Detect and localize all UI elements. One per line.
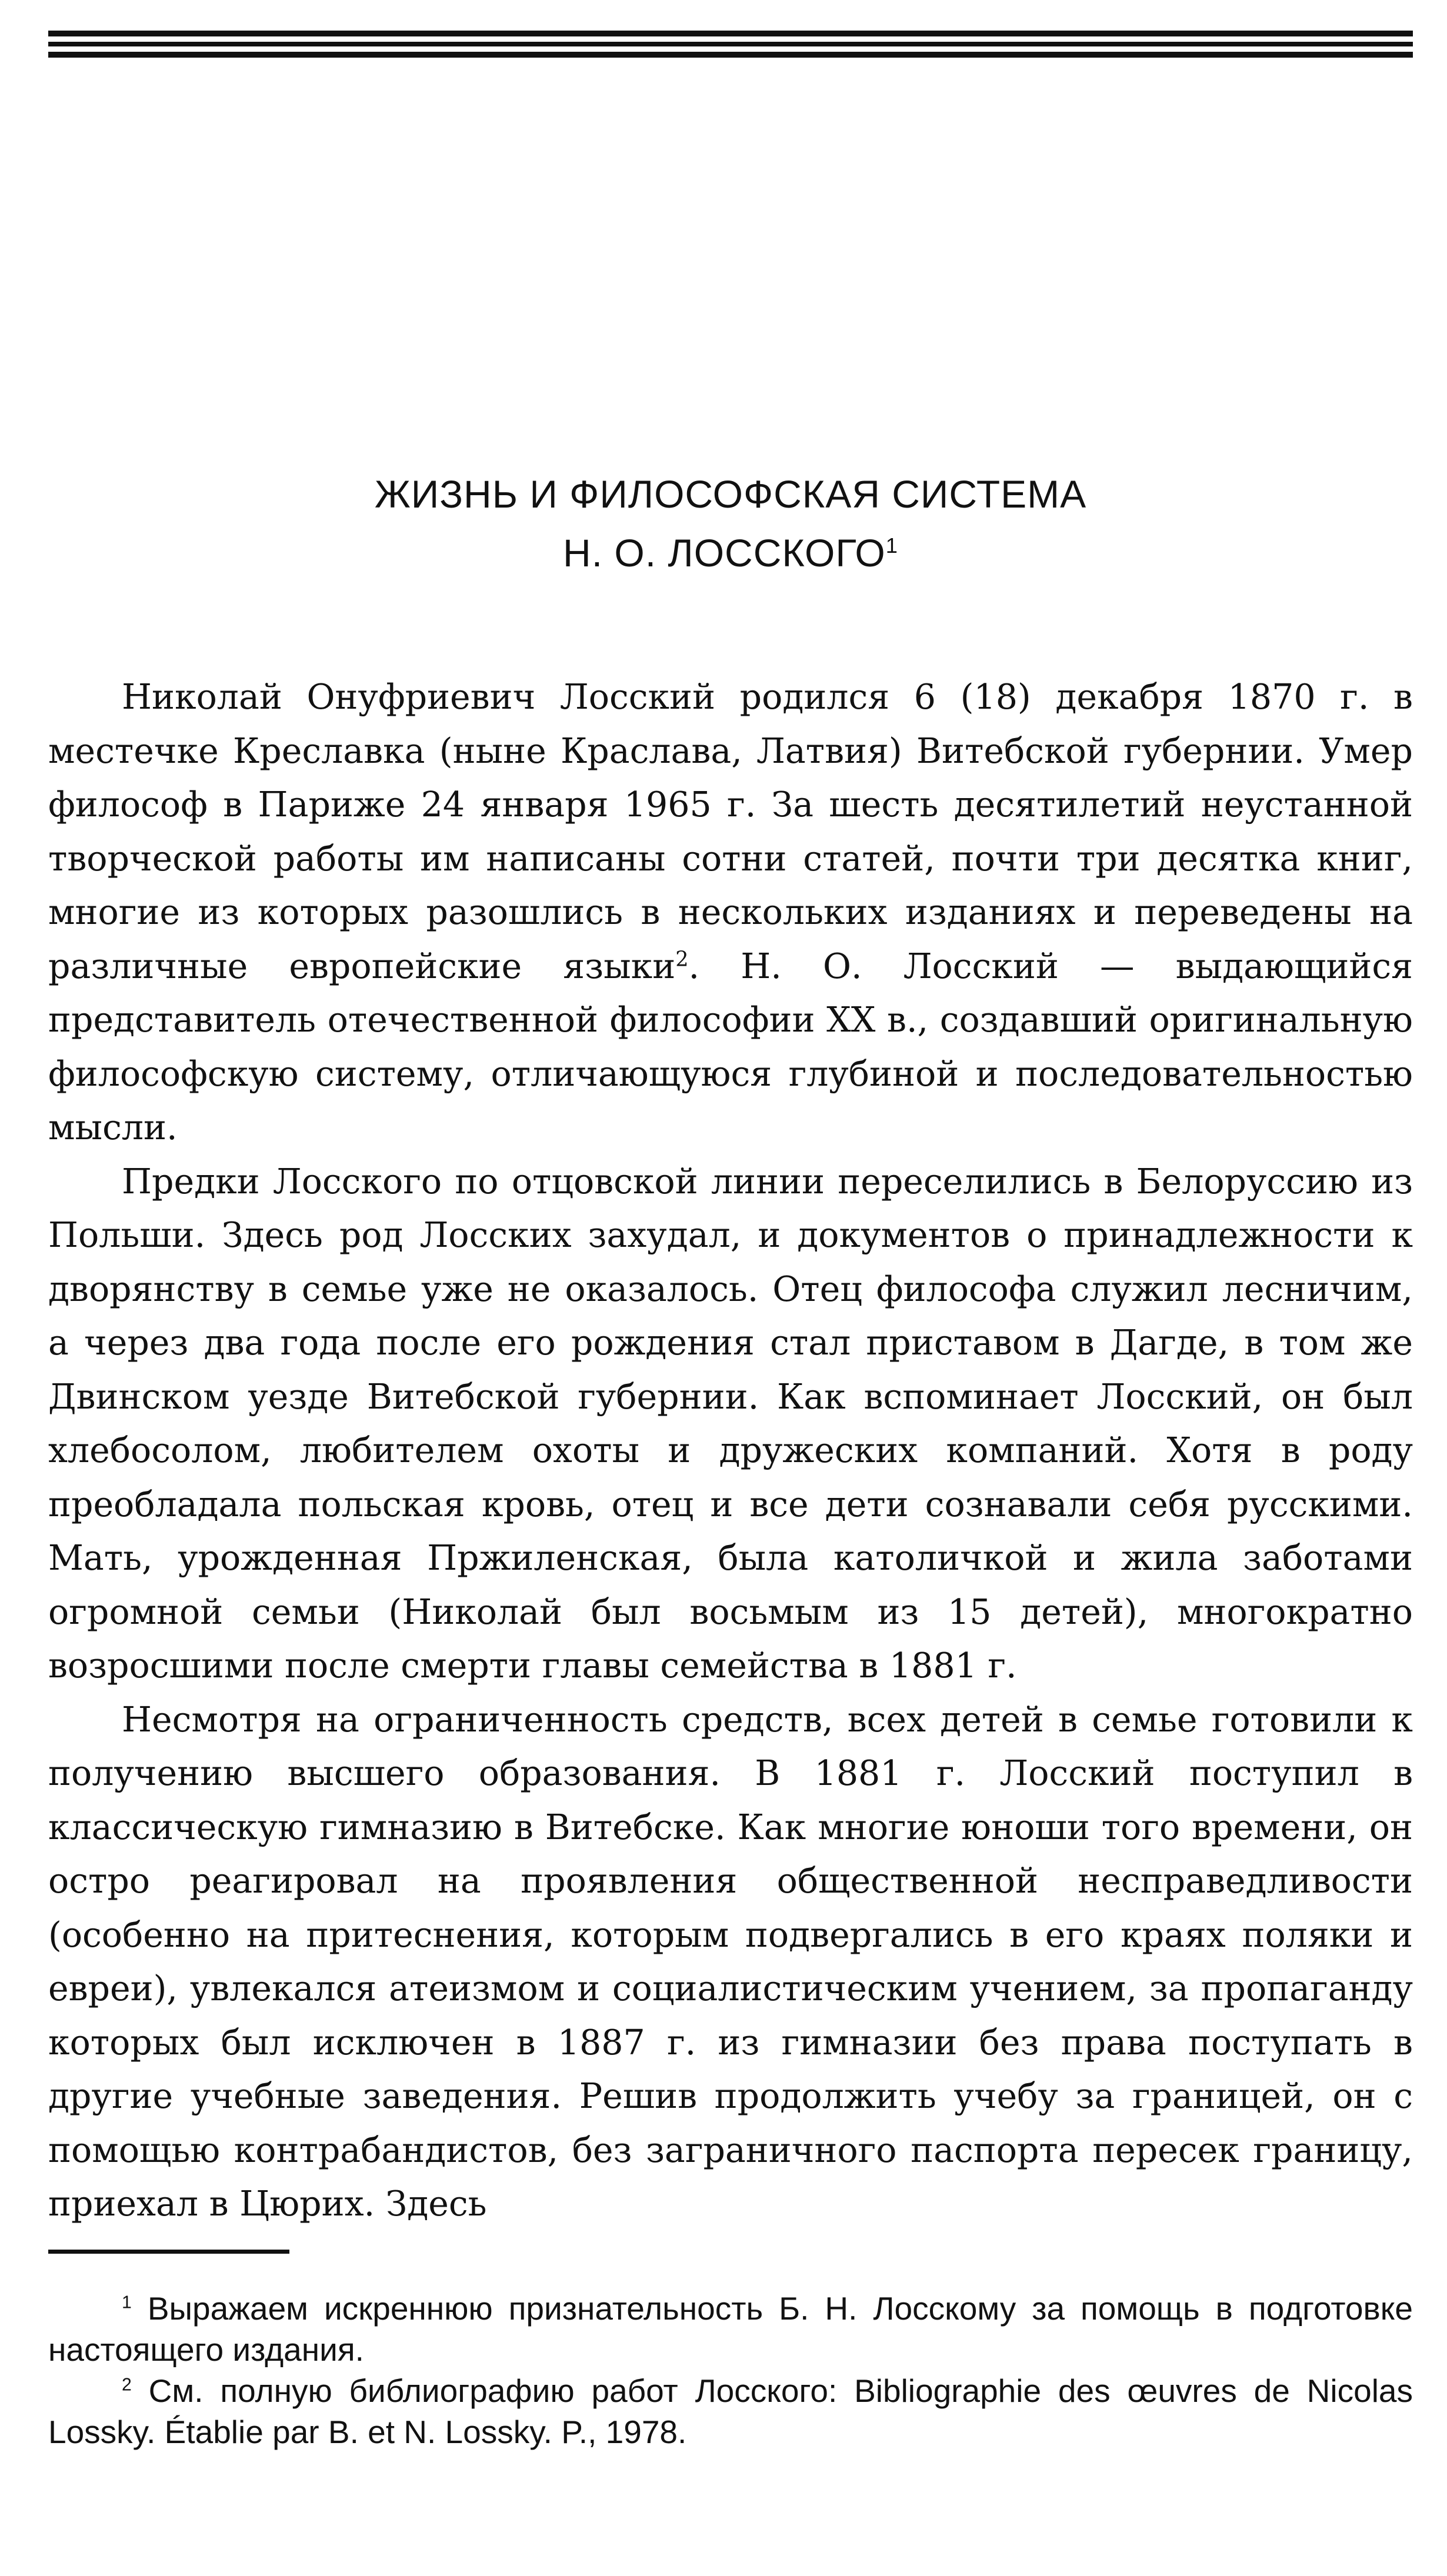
paragraph-1-part-a: Николай Онуфриевич Лосский родился 6 (18) декабря 1870 г. в местечке Креславка (ныне Краслава, Латвия) Витебской губернии. Умер философ в Париже 24 января 1965 г. За шесть десятилетий неустанной творческой работы им написаны сотни статей, почти три десятка книг, многие из которых разошлись в нескольких изданиях и переведены на различные европейские языки [48, 677, 1413, 986]
paragraph-1-part-b: . Н. О. Лосский — выдающийся представитель отечественной философии XX в., создавший оригинальную философскую систему, отличающуюся глубиной и последовательностью мысли. [48, 946, 1413, 1147]
footnote-2-mark: 2 [122, 2375, 132, 2395]
footnote-1-mark: 1 [122, 2293, 132, 2313]
footnote-1 [48, 2288, 1413, 2370]
footnote-reference-1[interactable]: 1 [885, 533, 898, 558]
footnote-1-text: Выражаем искреннюю признательность Б. Н. Лосскому за помощь в подготовке настоящего издания. [48, 2290, 1413, 2368]
chapter-title [48, 465, 1413, 582]
chapter-title-line-1: ЖИЗНЬ И ФИЛОСОФСКАЯ СИСТЕМА [374, 472, 1087, 516]
chapter-title-name: Н. О. ЛОССКОГО [563, 531, 886, 575]
paragraph-3: Несмотря на ограниченность средств, всех детей в семье готовили к получению высшего образования. В 1881 г. Лосский поступил в классическую гимназию в Витебске. Как многие юноши того времени, он остро реагировал на проявления общественной несправедливости (особенно на притеснения, которым подвергались в его краях поляки и евреи), увлекался атеизмом и социалистическим учением, за пропаганду которых был исключен в 1887 г. из гимназии без права поступать в другие учебные заведения. Решив продолжить учебу за границей, он с помощью контрабандистов, без заграничного паспорта пересек границу, приехал в Цюрих. Здесь [48, 1699, 1413, 2224]
footnote-2 [48, 2370, 1413, 2452]
top-decorative-rule [48, 31, 1413, 58]
footnote-reference-2[interactable]: 2 [675, 947, 689, 971]
footnote-separator [48, 2250, 289, 2254]
footnotes [48, 2288, 1413, 2452]
footnote-2-text: См. полную библиографию работ Лосского: Bibliographie des œuvres de Nicolas Lossky. Établie par B. et N. Lossky. P., 1978. [48, 2373, 1413, 2450]
main-text [48, 670, 1413, 2231]
chapter-title-line-2 [48, 523, 1413, 582]
top-rule-line [48, 31, 1413, 36]
top-rule-line [48, 42, 1413, 46]
top-rule-line [48, 52, 1413, 58]
paragraph-1 [48, 670, 1413, 1155]
paragraph-2: Предки Лосского по отцовской линии переселились в Белоруссию из Польши. Здесь род Лосских захудал, и документов о принадлежности к дворянству в семье уже не оказалось. Отец философа служил лесничим, а через два года после его рождения стал приставом в Дагде, в том же Двинском уезде Витебской губернии. Как вспоминает Лосский, он был хлебосолом, любителем охоты и дружеских компаний. Хотя в роду преобладала польская кровь, отец и все дети сознавали себя русскими. Мать, урожденная Пржиленская, была католичкой и жила заботами огромной семьи (Николай был восьмым из 15 детей), многократно возросшими после смерти главы семейства в 1881 г. [48, 1161, 1413, 1686]
